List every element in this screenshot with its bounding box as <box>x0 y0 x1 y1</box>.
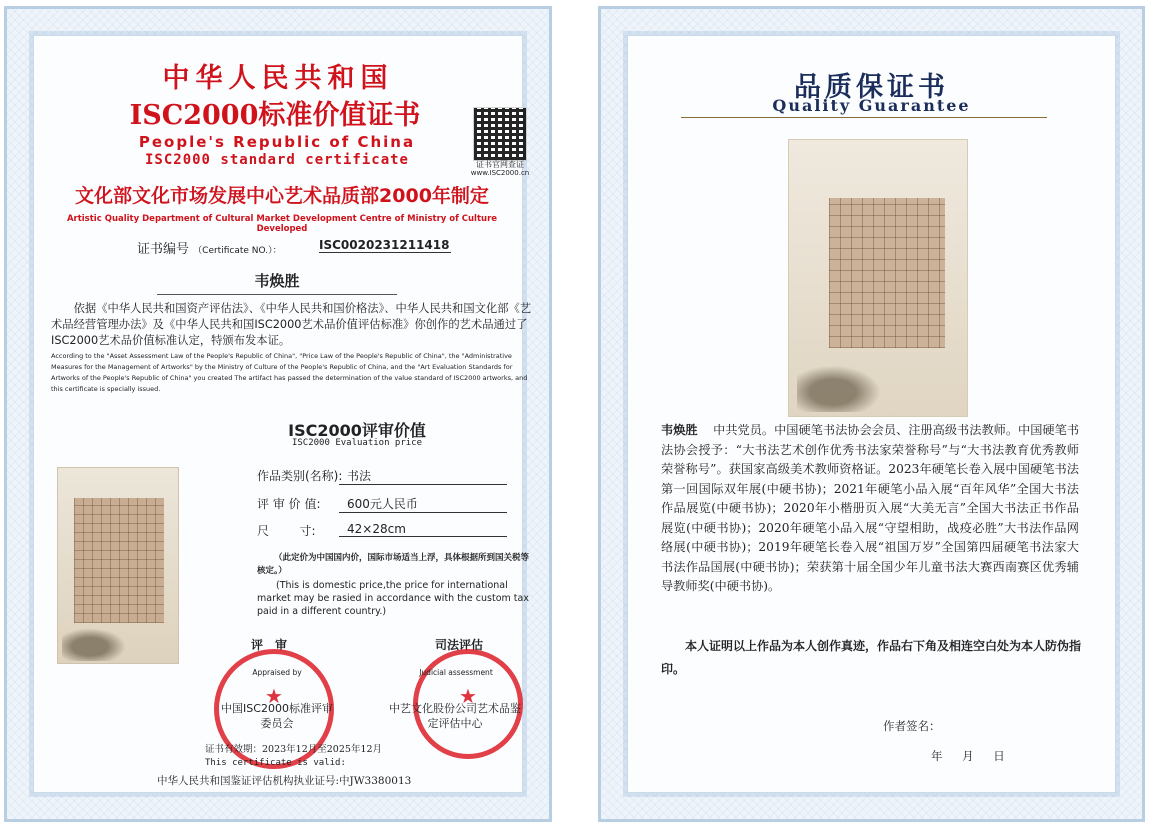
certificate-number: ISC0020231211418 <box>319 238 450 252</box>
field-value-price: 600元人民币 <box>339 495 507 513</box>
date-fields: 年 月 日 <box>931 749 1005 763</box>
field-label-size: 尺 寸: <box>257 524 316 538</box>
artwork-photo-large <box>788 139 968 417</box>
calligraphy-paper <box>829 198 945 348</box>
review-seal-icon: ★ <box>214 649 334 769</box>
qr-caption: 证书官网查证 <box>476 160 524 169</box>
title-certificate-en: ISC2000 standard certificate <box>144 152 409 168</box>
field-label-category: 作品类别(名称): <box>257 469 343 483</box>
title-country-cn: 中华人民共和国 <box>162 63 394 94</box>
cert-no-label-cn: 证书编号 <box>137 242 190 257</box>
appraisal-center: 中艺文化股份公司艺术品鉴定评估中心 <box>389 702 521 730</box>
review-committee: 中国ISC2000标准评审委员会 <box>221 702 333 730</box>
certificate-number-label <box>137 238 282 257</box>
appraised-by: Appraised by <box>252 668 302 677</box>
isc2000-certificate <box>4 6 552 822</box>
legal-basis-en: According to the "Asset Assessment Law of the People's Republic of China", "Price Law of the People's Republic of China", the "Administrative Measures for the Management of Artworks" by the Ministry of Culture of the People's Republic of China, and the "Art Evaluation Standards for Artworks of the People's Republic of China" you created The artifact has passed the determination of the value standard of ISC2000 artworks, and this certificate is specially issued. <box>51 352 528 393</box>
license-number: 中华人民共和国鉴证评估机构执业证号:中JW3380013 <box>157 775 412 787</box>
evaluation-title-cn: ISC2000评审价值 <box>288 421 426 440</box>
price-note-cn: （此定价为中国国内价，国际市场适当上浮，具体根据所到国关税等核定。） <box>257 553 530 576</box>
title-divider <box>681 117 1047 118</box>
artwork-photo <box>57 467 179 664</box>
artist-name: 韦焕胜 <box>661 423 698 437</box>
holder-name: 韦焕胜 <box>157 270 397 295</box>
field-value-category: 书法 <box>339 467 507 485</box>
legal-basis-cn: 依据《中华人民共和国资产评估法》、《中华人民共和国价格法》、中华人民共和国文化部《艺术品经营管理办法》及《中华人民共和国ISC2000艺术品价值评估标准》你创作的艺术品通过了ISC2000艺术品价值标准认定，特颁布发本证。 <box>51 302 532 347</box>
evaluation-title-en: ISC2000 Evaluation price <box>291 438 423 448</box>
validity-cn: 证书有效期：2023年12月至2025年12月 <box>205 744 383 755</box>
title-country-en: People's Republic of China <box>138 133 416 151</box>
ink-painting-decor <box>62 625 132 661</box>
judicial-label: 司法评估 <box>435 638 484 652</box>
field-value-size: 42×28cm <box>339 522 507 537</box>
department-cn: 文化部文化市场发展中心艺术品质部2000年制定 <box>75 185 489 207</box>
judicial-seal-icon: ★ <box>413 649 523 759</box>
field-label-price: 评 审 价 值: <box>257 497 321 511</box>
title-certificate-cn: ISC2000标准价值证书 <box>129 100 421 131</box>
qr-url: www.ISC2000.cn <box>470 169 530 177</box>
quality-guarantee <box>598 6 1145 822</box>
cert-no-label-en: （Certificate NO.）： <box>193 246 282 256</box>
artist-bio-text: 中共党员。中国硬笔书法协会会员、注册高级书法教师。中国硬笔书法协会授予：“大书法艺术创作优秀书法家荣誉称号”与“大书法教育优秀教师荣誉称号”。获国家高级美术教师资格证。2023年硬笔长卷入展中国硬笔书法第一回国际双年展(中硬书协)；2021年硬笔小品入展“百年风华”全国大书法作品展览(中硬书协)；2020年小楷册页入展“大美无言”全国大书法正书作品展览(中硬书协)；2020年硬笔小品入展“守望相助，战疫必胜”大书法作品网络展(中硬书协)；2019年硬笔长卷入展“祖国万岁”全国第四届硬笔书法家大书法作品国展(中硬书协)；荣获第十届全国少年儿童书法大赛西南赛区优秀辅导教师奖(中硬书协)。 <box>661 423 1080 593</box>
department-en: Artistic Quality Department of Cultural Market Development Centre of Ministry of Culture Developed <box>66 214 498 234</box>
artist-bio <box>661 421 1079 597</box>
price-note-en: (This is domestic price,the price for international market may be rasied in accordance with the custom tax paid in a different country.) <box>257 580 529 617</box>
calligraphy-paper <box>74 498 164 623</box>
author-signature-label: 作者签名： <box>883 719 941 733</box>
guarantee-title-en: Quality Guarantee <box>772 96 971 115</box>
guarantee-title-cn: 品质保证书 <box>794 72 949 103</box>
validity-en: This certificate is valid: <box>205 758 346 768</box>
judicial-assessment: Judicial assessment <box>419 668 493 677</box>
ink-painting-decor <box>797 362 887 412</box>
review-label: 评审 <box>251 638 300 652</box>
authenticity-declaration: 本人证明以上作品为本人创作真迹，作品右下角及相连空白处为本人防伪指印。 <box>661 639 1082 676</box>
qr-code-icon <box>473 107 527 161</box>
